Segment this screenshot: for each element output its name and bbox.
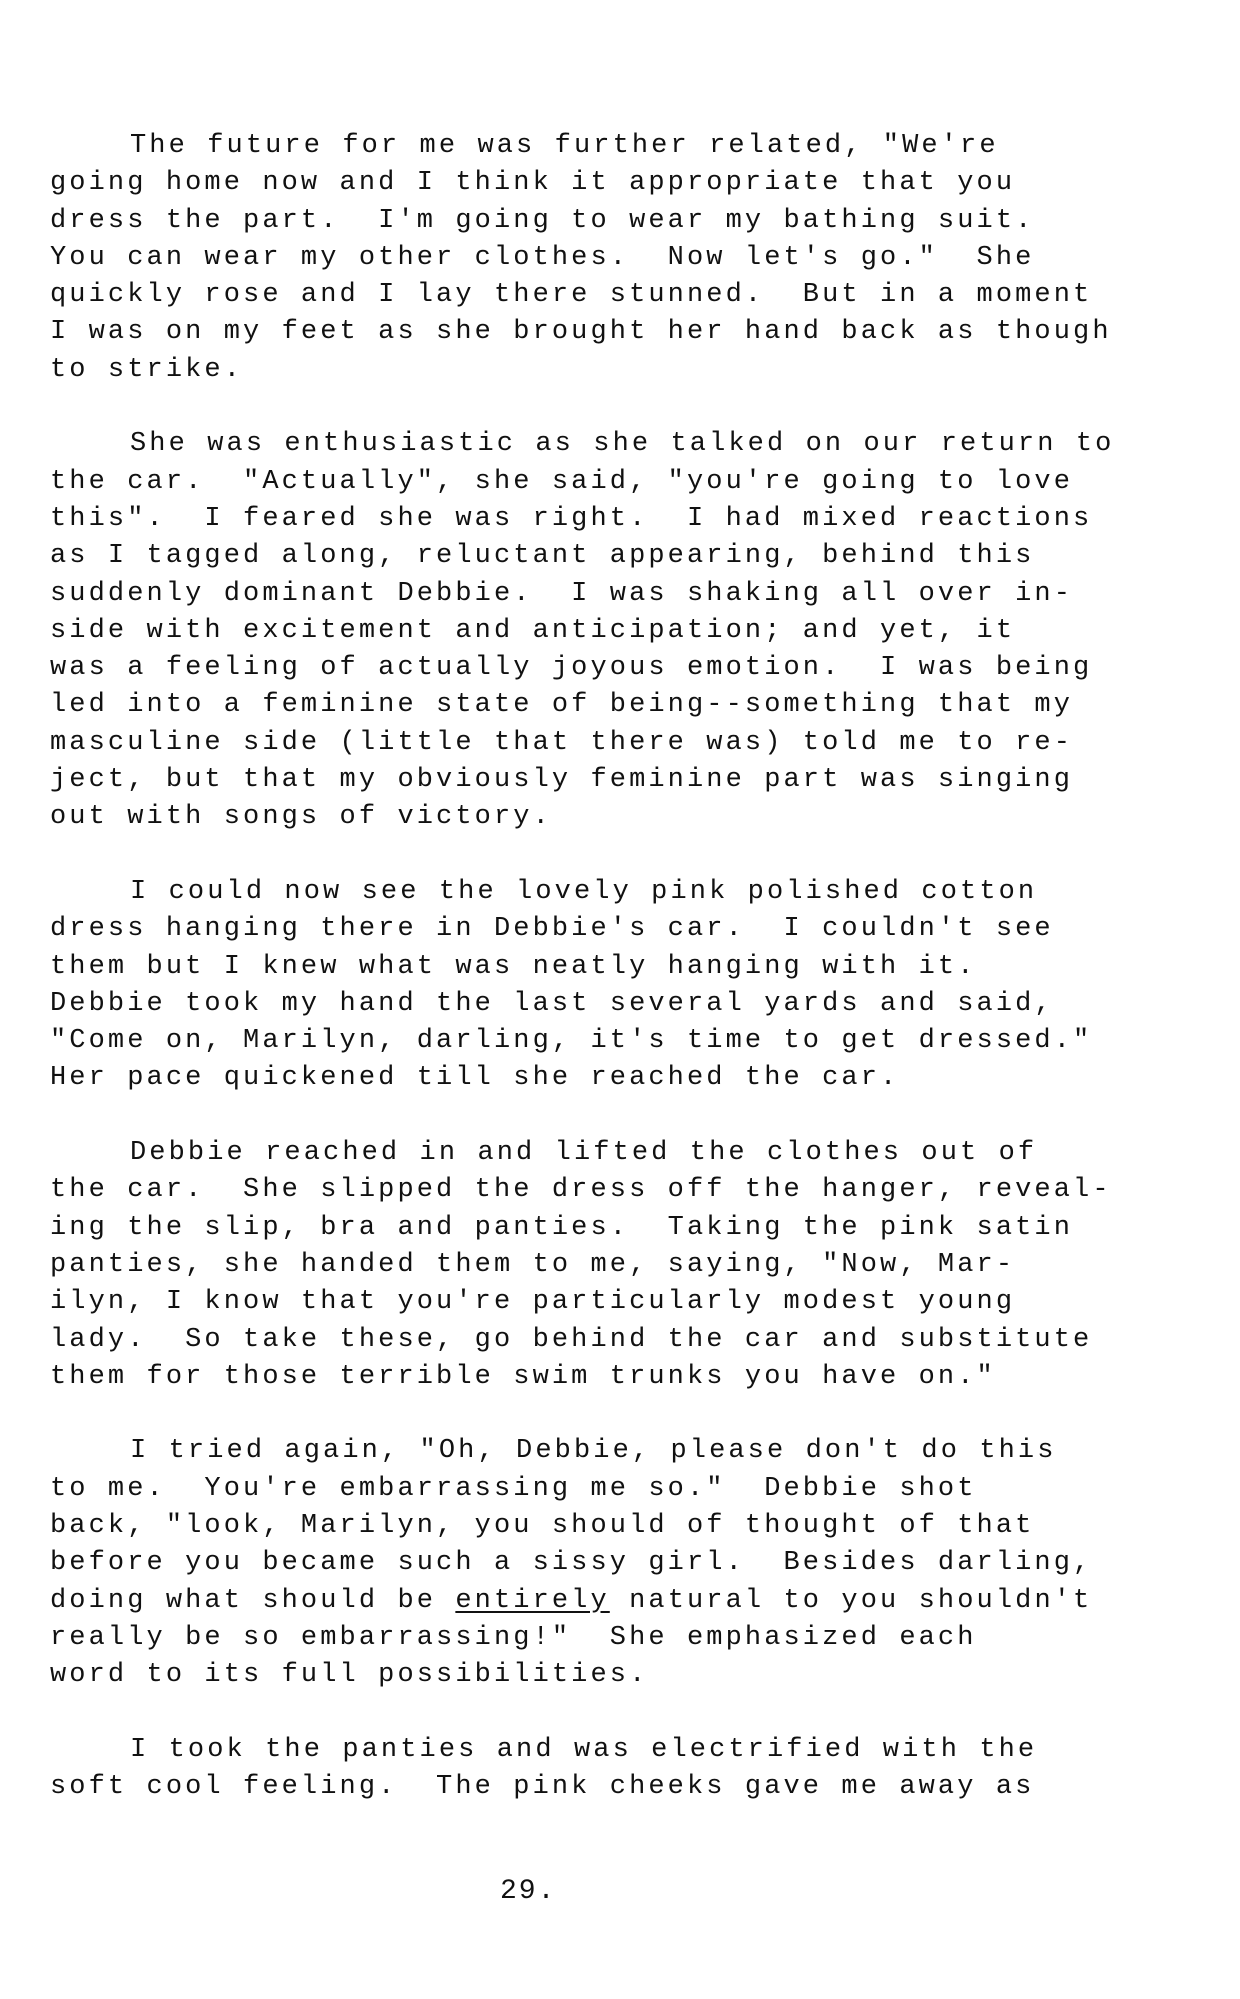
- text-line: ing the slip, bra and panties. Taking the pink satin: [50, 1212, 1074, 1243]
- paragraph-gap: [50, 1098, 1160, 1135]
- text-line: suddenly dominant Debbie. I was shaking all over in-: [50, 578, 1074, 609]
- text-line: The future for me was further related, "We're: [130, 131, 999, 161]
- text-line: Debbie took my hand the last several yards and said,: [50, 988, 1054, 1019]
- text-line: ject, but that my obviously feminine part was singing: [50, 765, 1074, 796]
- text-line: lady. So take these, go behind the car and substitute: [50, 1324, 1093, 1355]
- text-line: quickly rose and I lay there stunned. But in a moment: [50, 280, 1093, 311]
- text-line: dress hanging there in Debbie's car. I couldn't see: [50, 914, 1054, 945]
- text-line: Her pace quickened till she reached the car.: [50, 1063, 900, 1094]
- emphasized-word: entirely: [455, 1585, 610, 1616]
- text-segment: doing what should be: [50, 1585, 456, 1616]
- text-line: Debbie reached in and lifted the clothes out of: [130, 1138, 1038, 1169]
- text-line: really be so embarrassing!" She emphasized each: [50, 1622, 977, 1653]
- text-line: I tried again, "Oh, Debbie, please don't do this: [130, 1436, 1057, 1467]
- text-line: the car. She slipped the dress off the hanger, reveal-: [50, 1175, 1112, 1206]
- text-line: before you became such a sissy girl. Besides darling,: [50, 1548, 1093, 1579]
- paragraph-gap: [50, 837, 1160, 874]
- paragraph-gap: [50, 1694, 1160, 1731]
- body-text: [50, 128, 1160, 1806]
- text-line: masculine side (little that there was) told me to re-: [50, 727, 1074, 758]
- text-line: "Come on, Marilyn, darling, it's time to get dressed.": [50, 1026, 1093, 1057]
- text-line: I took the panties and was electrified with the: [130, 1734, 1038, 1765]
- paragraph-gap: [50, 389, 1160, 426]
- text-line: dress the part. I'm going to wear my bathing suit.: [50, 205, 1035, 236]
- text-line: side with excitement and anticipation; and yet, it: [50, 615, 1016, 646]
- text-line: the car. "Actually", she said, "you're going to love: [50, 466, 1074, 497]
- text-line: to me. You're embarrassing me so." Debbie shot: [50, 1473, 977, 1504]
- text-line: to strike.: [50, 354, 244, 385]
- page-number: 29.: [500, 1876, 557, 1907]
- text-line: them for those terrible swim trunks you have on.": [50, 1361, 996, 1392]
- text-line: She was enthusiastic as she talked on our return to: [130, 429, 1115, 460]
- text-line: word to its full possibilities.: [50, 1660, 649, 1691]
- text-line: back, "look, Marilyn, you should of thought of that: [50, 1510, 1035, 1541]
- text-line: I could now see the lovely pink polished cotton: [130, 876, 1038, 907]
- text-line: was a feeling of actually joyous emotion. I was being: [50, 653, 1093, 684]
- text-line: as I tagged along, reluctant appearing, behind this: [50, 541, 1035, 572]
- text-line: soft cool feeling. The pink cheeks gave me away as: [50, 1772, 1035, 1803]
- text-line: panties, she handed them to me, saying, "Now, Mar-: [50, 1249, 1016, 1280]
- paragraph-gap: [50, 1396, 1160, 1433]
- text-line: them but I knew what was neatly hanging with it.: [50, 951, 977, 982]
- text-line: You can wear my other clothes. Now let's go." She: [50, 242, 1035, 273]
- text-line: led into a feminine state of being--something that my: [50, 690, 1074, 721]
- text-segment: natural to you shouldn't: [609, 1585, 1093, 1616]
- text-line: going home now and I think it appropriate that you: [50, 168, 1016, 199]
- text-line: this". I feared she was right. I had mixed reactions: [50, 503, 1093, 534]
- text-line: out with songs of victory.: [50, 802, 552, 833]
- text-line: ilyn, I know that you're particularly modest young: [50, 1287, 1016, 1318]
- text-line: I was on my feet as she brought her hand back as though: [50, 317, 1112, 348]
- text-line-with-emphasis: [50, 1583, 1160, 1620]
